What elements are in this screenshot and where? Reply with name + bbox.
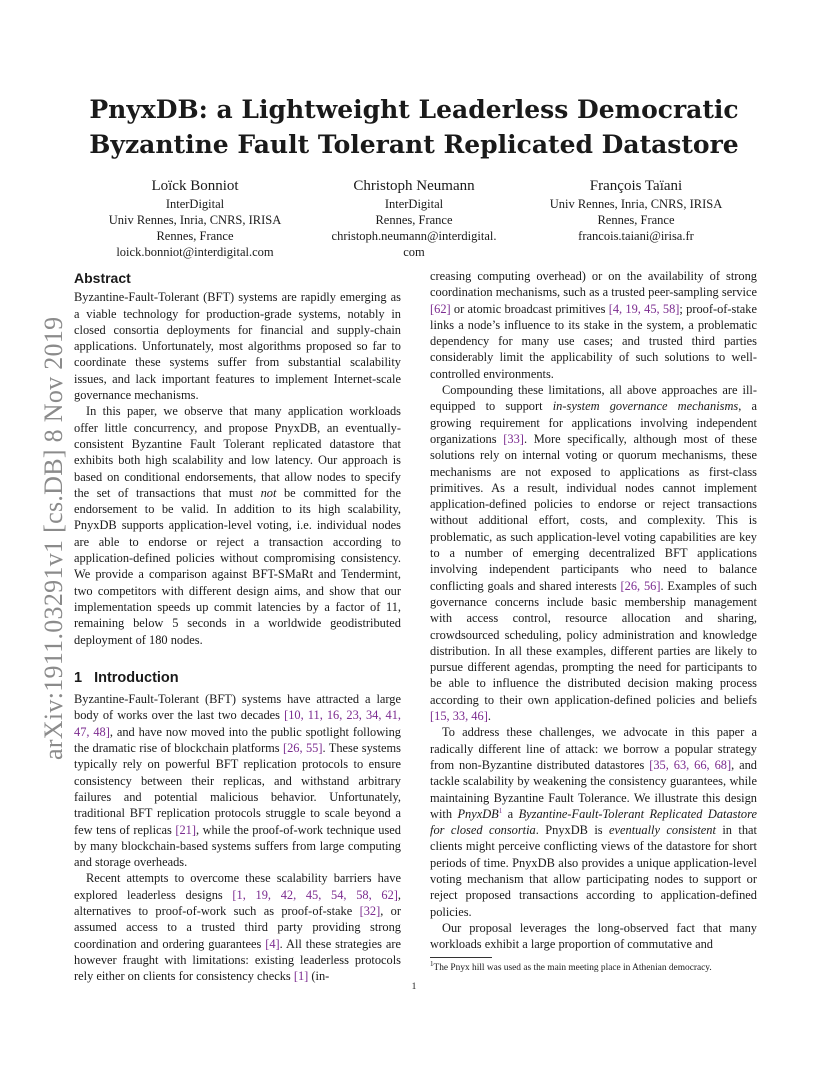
abstract-paragraph-1: Byzantine-Fault-Tolerant (BFT) systems are rapidly emerging as a viable technology for production-grade systems, notably in closed consortia deployments for financial and supply-chain applications. Unfortunately, most algorithms proposed so far to coordinate these systems suffer from substantial scalability issues, and lack important features to implement Internet-scale governance mechanisms. — [74, 290, 401, 403]
author-name: François Taïani — [589, 178, 683, 194]
title-line-2: Byzantine Fault Tolerant Replicated Datastore — [89, 130, 739, 159]
right-column — [430, 268, 757, 952]
citation-link[interactable]: [62] — [430, 301, 451, 316]
author-email-cont: com — [403, 245, 425, 259]
arxiv-stamp — [14, 285, 68, 760]
citation-link[interactable]: [32] — [359, 903, 381, 918]
citation-link[interactable]: [33] — [503, 431, 524, 446]
author-email: christoph.neumann@interdigital. — [331, 229, 497, 243]
citation-link[interactable]: [4] — [265, 936, 280, 951]
footnote-number: 1 — [430, 959, 434, 968]
author-affiliation: InterDigital — [384, 197, 444, 211]
arxiv-stamp-text: arXiv:1911.03291v1 [cs.DB] 8 Nov 2019 — [39, 316, 68, 760]
right-paragraph-3: To address these challenges, we advocate in this paper a radically different line of attack: we borrow a popular strategy from non-Byzantine distributed datastores [35, 63, 66, 68], and tackle scalability by weakening the consistency guarantees, while maintaining Byzantine Fault Tolerance. We illustrate this design with PnyxDB$^1$ a Byzantine-Fault-Tolerant Replicated Datastore for closed consortia. PnyxDB is eventually consistent in that clients might perceive conflicting views of the datastore for short periods of time. PnyxDB also provides a unique application-level voting mechanism that allow participating nodes to support or reject proposed transactions according to application-defined policies. — [430, 725, 757, 919]
page-number: 1 — [411, 982, 417, 992]
author-block-3 — [533, 176, 739, 244]
citation-link[interactable]: [10, 11, 16, 23, 34, 41, 47, 48] — [74, 708, 401, 739]
citation-link[interactable]: [4, 19, 45, 58] — [608, 301, 680, 316]
author-affiliation: Univ Rennes, Inria, CNRS, IRISA — [549, 197, 723, 211]
abstract-heading: Abstract — [74, 270, 131, 286]
section-heading-introduction — [74, 670, 401, 686]
citation-link[interactable]: [26, 56] — [620, 578, 661, 593]
right-paragraph-1: creasing computing overhead) or on the availability of strong coordination mechanisms, such as a trusted peer-sampling service [62] or atomic broadcast primitives [4, 19, 45, 58]; proof-of-stake links a node’s influence to its stake in the system, a problematic dependency for many use cases; and trusted third parties considerably limit the applicability of such solutions to well-controlled environments. — [430, 269, 757, 381]
author-name: Christoph Neumann — [353, 178, 475, 194]
author-email: loick.bonniot@interdigital.com — [116, 245, 274, 259]
paper-title — [0, 92, 828, 162]
intro-paragraph-2: Recent attempts to overcome these scalability barriers have explored leaderless designs [1, 19, 42, 45, 54, 58, 62], alternatives to proof-of-work such as proof-of-stake [32], or assumed access to a trusted third party providing strong coordination and ordering guarantees [4]. All these strategies are however fraught with limitations: existing leaderless protocols rely either on clients for consistency checks [1] (in- — [74, 871, 402, 984]
author-location: Rennes, France — [597, 213, 675, 227]
citation-link[interactable]: [26, 55] — [282, 741, 323, 756]
citation-link[interactable]: [15, 33, 46] — [430, 709, 488, 724]
section-title: Introduction — [94, 669, 179, 686]
intro-paragraph-1: Byzantine-Fault-Tolerant (BFT) systems have attracted a large body of works over the last two decades [10, 11, 16, 23, 34, 41, 47, 48], and have now moved into the public spotlight following the dramatic rise of blockchain platforms [26, 55]. These systems typically rely on powerful BFT replication protocols to ensure consistency between their replicas, and withstand arbitrary failures and potential malicious behavior. Unfortunately, traditional BFT replication protocols struggle to scale beyond a few tens of replicas [21], while the proof-of-work technique used by many blockchain-based systems suffers from large computing and storage overheads. — [74, 692, 401, 870]
right-paragraph-2: Compounding these limitations, all above approaches are ill-equipped to support in-system governance mechanisms, a growing requirement for applications involving independent organizations [33]. More specifically, although most of these solutions rely on internal voting or quorum mechanisms, these mechanisms are not exposed to applications as first-class primitives. As a result, individual nodes cannot implement application-defined policies to endorse or reject transactions without additional effort, costs, and complexity. This is problematic, as such application-level voting capabilities are key to a number of emerging decentralized BFT applications involving independent participants who need to balance conflicting goals and shared interests [26, 56]. Examples of such governance concerns include basic membership management with access control, resource allocation and sharing, crowdsourced scheduling, policy administration and knowledge distribution. In all these examples, different parties are likely to pursue different agendas, prompting the need for participants to be able to influence the distributed decision making process according to their own application-defined policies and beliefs [15, 33, 46]. — [430, 383, 757, 724]
title-line-1: PnyxDB: a Lightweight Leaderless Democratic — [89, 95, 739, 124]
author-block-2 — [313, 176, 515, 260]
footnote — [430, 959, 760, 974]
author-affiliation: InterDigital — [165, 197, 225, 211]
author-location: Rennes, France — [375, 213, 453, 227]
footnote-marker[interactable]: 1 — [498, 806, 503, 815]
author-name: Loïck Bonniot — [151, 178, 239, 194]
author-block-1 — [95, 176, 295, 260]
citation-link[interactable]: [1] — [293, 969, 309, 984]
citation-link[interactable]: [35, 63, 66, 68] — [649, 757, 732, 772]
right-paragraph-4: Our proposal leverages the long-observed fact that many workloads exhibit a large proportion of commutative and — [430, 920, 757, 952]
footnote-text: The Pnyx hill was used as the main meeting place in Athenian democracy. — [433, 963, 712, 973]
citation-link[interactable]: [21] — [175, 822, 197, 837]
author-affiliation: Univ Rennes, Inria, CNRS, IRISA — [108, 213, 282, 227]
abstract-paragraph-2: In this paper, we observe that many application workloads offer little concurrency, and propose PnyxDB, an eventually-consistent Byzantine Fault Tolerant replicated datastore that exhibits both high scalability and low latency. Our approach is based on conditional endorsements, that allow nodes to specify the set of transactions that must not be committed for the endorsement to be valid. In addition to its high scalability, PnyxDB supports application-level voting, i.e. individual nodes are able to endorse or reject a transaction according to application-defined policies without compromising consistency. We provide a comparison against BFT-SMaRt and Tendermint, two competitors with different design aims, and show that our implementation speeds up commit latencies by a factor of 11, remaining below 5 seconds in a worldwide geodistributed deployment of 180 nodes. — [74, 404, 401, 647]
footnote-rule — [430, 957, 492, 958]
author-email: francois.taiani@irisa.fr — [578, 229, 694, 243]
citation-link[interactable]: [1, 19, 42, 45, 54, 58, 62] — [232, 887, 398, 902]
author-location: Rennes, France — [156, 229, 234, 243]
section-number: 1 — [74, 669, 83, 686]
left-column — [74, 268, 401, 984]
